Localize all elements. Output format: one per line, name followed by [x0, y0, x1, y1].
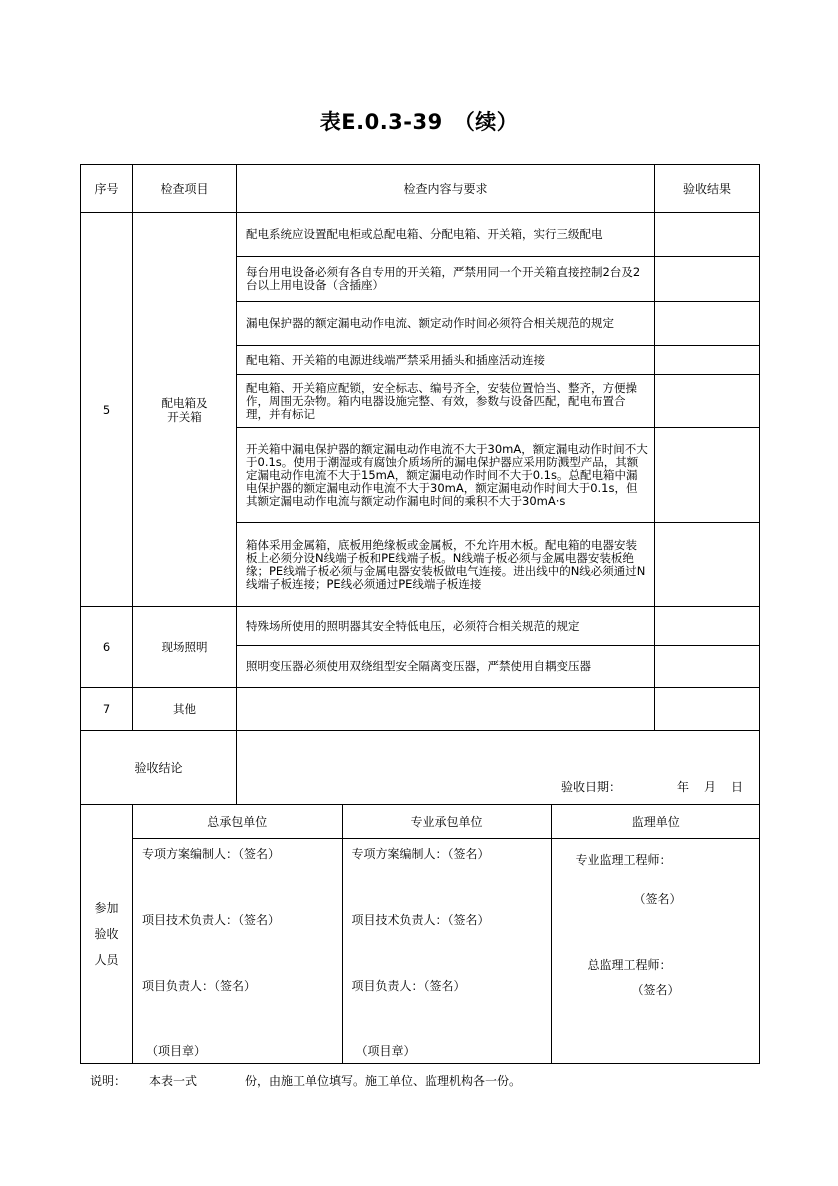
conclusion-label: 验收结论: [81, 731, 237, 805]
conclusion-cell[interactable]: [237, 731, 760, 805]
specialty-pm-sign: 项目负责人：（签名）: [351, 978, 466, 993]
conclusion-row: [81, 731, 760, 805]
requirement-cell: 配电箱、开关箱的电源进线端严禁采用插头和插座活动连接: [237, 346, 655, 375]
section-no: 5: [81, 213, 133, 607]
general-techlead-sign: 项目技术负责人：（签名）: [142, 912, 281, 927]
unit-specialty-contractor: 专业承包单位: [342, 805, 551, 838]
chief-engineer-label: 总监理工程师：: [587, 957, 672, 972]
participants-table: [133, 805, 760, 1063]
header-requirement: 检查内容与要求: [237, 165, 655, 213]
header-result: 验收结果: [655, 165, 760, 213]
result-cell[interactable]: [655, 688, 760, 731]
requirement-cell: 配电箱、开关箱应配锁，安全标志、编号齐全，安装位置恰当、整齐，方便操作，周围无杂物。箱内电器设施完整、有效，参数与设备匹配，配电布置合理，并有标记: [237, 375, 655, 428]
page-title: 表E.0.3-39 （续）: [319, 110, 519, 134]
section-item: 其他: [133, 688, 237, 731]
general-pm-sign: 项目负责人：（签名）: [142, 978, 257, 993]
result-cell[interactable]: [655, 257, 760, 302]
requirement-cell: 照明变压器必须使用双绕组型安全隔离变压器，严禁使用自耦变压器: [237, 646, 655, 688]
acceptance-date-label: 验收日期：: [561, 780, 622, 794]
participants-block: [133, 805, 760, 1064]
section-no: 6: [81, 607, 133, 688]
table-row: [81, 213, 760, 257]
chief-engineer-sign: （签名）: [631, 982, 680, 997]
specialty-compiler-sign: 专项方案编制人：（签名）: [351, 846, 490, 861]
table-row: [81, 607, 760, 646]
supervising-engineer-label: 专业监理工程师：: [575, 852, 672, 867]
result-cell[interactable]: [655, 428, 760, 523]
table-header-row: [81, 165, 760, 213]
result-cell[interactable]: [655, 346, 760, 375]
section-item: 现场照明: [133, 607, 237, 688]
footnote-part2: 份，由施工单位填写。施工单位、监理机构各一份。: [245, 1074, 522, 1088]
general-signatures[interactable]: [133, 838, 342, 1063]
result-cell[interactable]: [655, 375, 760, 428]
general-compiler-sign: 专项方案编制人：（签名）: [142, 846, 281, 861]
specialty-signatures[interactable]: [342, 838, 551, 1063]
date-day-label: 日: [731, 780, 744, 794]
inspection-table: [80, 164, 760, 1064]
participants-row: [81, 805, 760, 1064]
general-seal: （项目章）: [146, 1043, 207, 1058]
requirement-cell: 箱体采用金属箱，底板用绝缘板或金属板，不允许用木板。配电箱的电器安装板上必须分设N线端子板和PE线端子板。N线端子板必须与金属电器安装板绝缘；PE线端子板必须与金属电器安装板做电气连接。进出线中的N线必须通过N线端子板连接；PE线必须通过PE线端子板连接: [237, 523, 655, 607]
result-cell[interactable]: [655, 302, 760, 346]
requirement-cell: [237, 688, 655, 731]
date-year-label: 年: [677, 780, 690, 794]
requirement-cell: 开关箱中漏电保护器的额定漏电动作电流不大于30mA，额定漏电动作时间不大于0.1s。使用于潮湿或有腐蚀介质场所的漏电保护器应采用防溅型产品，其额定漏电动作电流不大于15mA，额定漏电动作时间不大于0.1s。总配电箱中漏电保护器的额定漏电动作电流不大于30mA，额定漏电动作时间大于0.1s，但其额定漏电动作电流与额定动作漏电时间的乘积不大于30mA·s: [237, 428, 655, 523]
result-cell[interactable]: [655, 646, 760, 688]
requirement-cell: 特殊场所使用的照明器其安全特低电压，必须符合相关规范的规定: [237, 607, 655, 646]
footnote-part1: 本表一式: [149, 1074, 198, 1088]
specialty-techlead-sign: 项目技术负责人：（签名）: [351, 912, 490, 927]
result-cell[interactable]: [655, 607, 760, 646]
header-no: 序号: [81, 165, 133, 213]
unit-supervision: 监理单位: [551, 805, 760, 838]
unit-general-contractor: 总承包单位: [133, 805, 342, 838]
table-row: [81, 688, 760, 731]
section-no: 7: [81, 688, 133, 731]
result-cell[interactable]: [655, 523, 760, 607]
section-item: 配电箱及开关箱: [133, 213, 237, 607]
requirement-cell: 漏电保护器的额定漏电动作电流、额定动作时间必须符合相关规范的规定: [237, 302, 655, 346]
participants-label: 参加验收人员: [81, 805, 133, 1064]
result-cell[interactable]: [655, 213, 760, 257]
requirement-cell: 每台用电设备必须有各自专用的开关箱，严禁用同一个开关箱直接控制2台及2台以上用电设备（含插座）: [237, 257, 655, 302]
date-month-label: 月: [704, 780, 717, 794]
header-item: 检查项目: [133, 165, 237, 213]
footnote-label: 说明：: [90, 1074, 127, 1088]
supervision-signatures[interactable]: [551, 838, 760, 1063]
supervising-engineer-sign: （签名）: [633, 891, 682, 906]
requirement-cell: 配电系统应设置配电柜或总配电箱、分配电箱、开关箱，实行三级配电: [237, 213, 655, 257]
specialty-seal: （项目章）: [355, 1043, 416, 1058]
